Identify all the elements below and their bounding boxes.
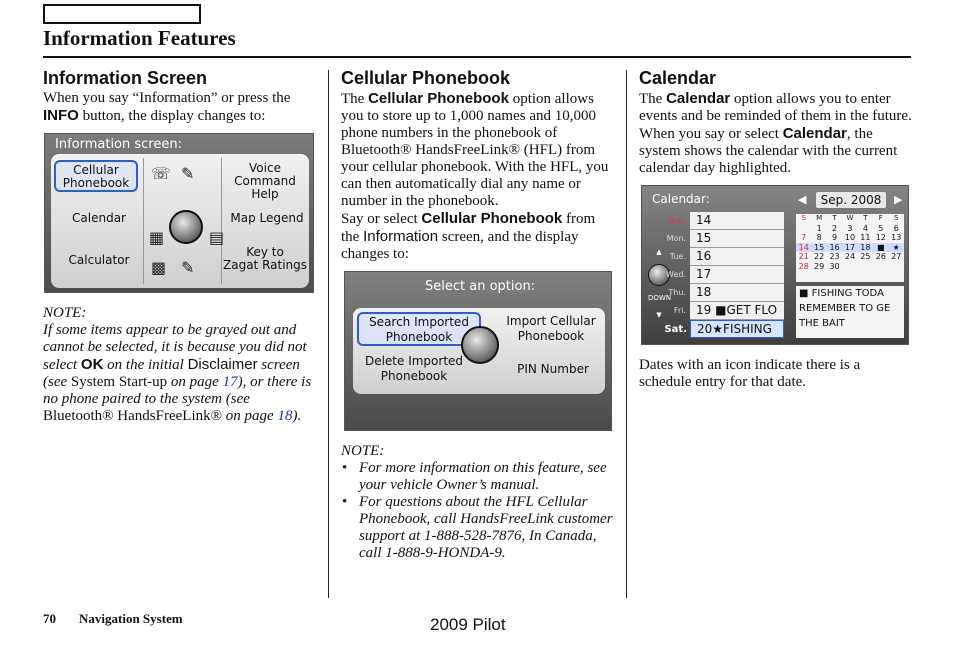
option-delete-imported-phonebook[interactable]: Delete Imported Phonebook bbox=[364, 354, 464, 383]
calendar-screen-figure bbox=[641, 185, 909, 345]
prev-month-icon[interactable]: ◀ bbox=[798, 193, 807, 206]
memo-line: THE BAIT bbox=[799, 318, 845, 329]
grid-cell[interactable] bbox=[796, 224, 811, 234]
weekday-label: Thu. bbox=[668, 288, 686, 297]
text: The bbox=[639, 91, 667, 107]
grid-cell[interactable]: 22 bbox=[814, 252, 825, 261]
grid-week-row bbox=[796, 252, 904, 262]
memo-line bbox=[799, 286, 904, 301]
header-tab-box bbox=[43, 4, 201, 24]
grid-cell[interactable]: 26 bbox=[875, 252, 886, 261]
text: The bbox=[341, 91, 369, 107]
day-row[interactable] bbox=[666, 266, 784, 284]
text: , the system shows the calendar with the current calendar day highlighted. bbox=[639, 126, 898, 176]
information-label: Information bbox=[363, 228, 439, 245]
grid-cell[interactable]: 30 bbox=[829, 261, 840, 271]
grid-cell[interactable] bbox=[873, 262, 888, 272]
grid-cell[interactable] bbox=[842, 262, 857, 272]
disclaimer-label: Disclaimer bbox=[187, 356, 258, 373]
text: ). bbox=[292, 408, 302, 424]
text: on page bbox=[167, 374, 223, 390]
text: on page bbox=[222, 408, 278, 424]
day-row[interactable] bbox=[666, 230, 784, 248]
month-grid bbox=[796, 214, 904, 282]
ref-bluetooth-hfl: Bluetooth® HandsFreeLink® bbox=[43, 408, 223, 424]
grid-cell[interactable] bbox=[858, 262, 873, 272]
grid-cell[interactable]: 1 bbox=[816, 223, 822, 233]
day-number: 18 bbox=[696, 285, 712, 299]
footer-navigation-system: Navigation System bbox=[79, 611, 183, 626]
page-18-link[interactable]: 18 bbox=[277, 408, 293, 424]
text: Say or select bbox=[341, 211, 422, 227]
grid-cell[interactable]: ■ bbox=[873, 243, 888, 253]
schedule-star-icon: ★ bbox=[712, 322, 724, 336]
menu-item-calendar[interactable]: Calendar bbox=[72, 211, 126, 225]
grid-cell[interactable]: 29 bbox=[814, 261, 825, 271]
note-title: NOTE: bbox=[43, 305, 87, 321]
schedule-memo bbox=[796, 286, 904, 338]
text: ), or there is no phone paired to the system (see bbox=[43, 374, 312, 407]
schedule-icon: ■ bbox=[715, 303, 727, 317]
memo-line: REMEMBER TO GE bbox=[799, 303, 891, 314]
day-row[interactable] bbox=[673, 302, 784, 320]
cellular-phonebook-label: Cellular Phonebook bbox=[368, 90, 509, 107]
select-option-screen-figure bbox=[344, 271, 612, 431]
grid-cell[interactable]: 17 bbox=[842, 243, 857, 253]
paragraph-phonebook-select bbox=[341, 210, 616, 263]
grid-cell[interactable]: 15 bbox=[811, 243, 826, 253]
grid-cell[interactable]: 27 bbox=[891, 252, 902, 261]
zagat-icon: ✎ bbox=[181, 258, 195, 277]
weekday-label: Mon. bbox=[666, 234, 686, 243]
weekday-label: Tue. bbox=[669, 252, 686, 261]
text: When you say “Information” or press the bbox=[43, 90, 291, 106]
option-import-cellular-phonebook[interactable]: Import Cellular Phonebook bbox=[506, 314, 596, 343]
text: screen (see bbox=[43, 357, 300, 390]
text: on the initial bbox=[103, 357, 188, 373]
interface-dial-icon bbox=[169, 210, 203, 244]
grid-cell[interactable]: 8 bbox=[816, 233, 822, 242]
grid-cell[interactable]: ★ bbox=[889, 243, 904, 253]
ref-system-startup: System Start-up bbox=[70, 374, 168, 390]
day-row[interactable] bbox=[668, 284, 784, 302]
column-calendar bbox=[639, 68, 914, 391]
month-selector[interactable]: Sep. 2008 bbox=[816, 192, 886, 208]
day-row[interactable] bbox=[668, 212, 784, 230]
grid-cell[interactable]: 6 bbox=[893, 223, 899, 233]
month-table bbox=[796, 214, 904, 271]
note-info-screen bbox=[43, 322, 319, 425]
grid-cell[interactable]: 10 bbox=[844, 233, 856, 242]
info-button-label: INFO bbox=[43, 107, 79, 124]
menu-item-cellular-phonebook[interactable]: Cellular Phonebook bbox=[54, 160, 138, 192]
grid-cell[interactable]: 5 bbox=[878, 223, 884, 233]
weekday-label: Wed. bbox=[666, 270, 686, 279]
grid-cell[interactable]: 25 bbox=[860, 252, 871, 261]
text: If some items appear to be grayed out and cannot be selected, it is because you did not select bbox=[43, 322, 307, 373]
day-list bbox=[664, 212, 784, 338]
voice-help-icon: ✎ bbox=[181, 164, 195, 183]
grid-head: T bbox=[863, 214, 868, 222]
next-month-icon[interactable]: ▶ bbox=[894, 193, 903, 206]
menu-item-voice-command-help[interactable]: Voice Command Help bbox=[234, 161, 296, 201]
note-item: • For questions about the HFL Cellular Phonebook, call HandsFreeLink customer support at 1-888-528-7876, In Canada, call 1-888-9-HONDA-9. bbox=[341, 494, 616, 562]
grid-cell[interactable]: 4 bbox=[862, 223, 868, 233]
grid-cell[interactable]: 23 bbox=[829, 252, 840, 261]
panel-divider-right bbox=[221, 158, 222, 284]
grid-cell[interactable]: 2 bbox=[832, 223, 838, 233]
opt-screen-panel bbox=[353, 308, 605, 394]
option-pin-number[interactable]: PIN Number bbox=[517, 362, 589, 376]
map-legend-icon: ▤ bbox=[209, 228, 225, 247]
day-number: 15 bbox=[696, 231, 712, 245]
entry-text: FISHING bbox=[723, 322, 772, 336]
calendar-label: Calendar bbox=[666, 90, 731, 107]
grid-cell[interactable]: 28 bbox=[798, 261, 809, 271]
header-rule bbox=[43, 56, 911, 58]
column-divider-2 bbox=[626, 70, 627, 598]
page-number: 70 bbox=[43, 611, 56, 626]
phonebook-icon: ☏ bbox=[151, 164, 172, 183]
entry-text: GET FLO bbox=[726, 303, 778, 317]
menu-item-calculator[interactable]: Calculator bbox=[68, 253, 130, 267]
grid-week-row-selected bbox=[796, 243, 904, 253]
interface-dial-icon bbox=[461, 326, 499, 364]
weekday-label: Sun. bbox=[668, 216, 686, 225]
paragraph-calendar-intro bbox=[639, 90, 914, 177]
grid-head: M bbox=[816, 214, 823, 222]
grid-cell[interactable]: 12 bbox=[875, 233, 886, 242]
down-label: DOWN ▼ bbox=[648, 294, 672, 319]
grid-cell[interactable]: 14 bbox=[796, 243, 811, 253]
calendar-icon: ▦ bbox=[149, 228, 165, 247]
info-screen-title: Information screen: bbox=[55, 137, 182, 152]
text: button, the display changes to: bbox=[78, 108, 266, 124]
text: screen, and the display changes to: bbox=[341, 229, 579, 262]
grid-head: W bbox=[846, 214, 854, 222]
note-title: NOTE: bbox=[341, 443, 385, 459]
calculator-icon: ▩ bbox=[151, 258, 167, 277]
cal-screen-title: Calendar: bbox=[652, 192, 710, 206]
grid-cell[interactable]: 7 bbox=[801, 233, 807, 242]
panel-divider-left bbox=[143, 158, 144, 284]
menu-item-zagat-ratings[interactable]: Key to Zagat Ratings bbox=[223, 245, 308, 272]
day-number: 20 bbox=[697, 322, 713, 336]
paragraph-info-intro bbox=[43, 90, 319, 125]
column-information-screen bbox=[43, 68, 319, 425]
column-cellular-phonebook bbox=[341, 68, 616, 562]
note-item: • For more information on this feature, see your vehicle Owner’s manual. bbox=[341, 460, 616, 494]
grid-cell[interactable]: 11 bbox=[860, 233, 871, 242]
option-search-imported-phonebook[interactable]: Search Imported Phonebook bbox=[357, 312, 481, 346]
day-row-selected[interactable] bbox=[664, 320, 784, 338]
weekday-label: Fri. bbox=[673, 306, 686, 315]
info-screen-panel bbox=[51, 154, 309, 288]
menu-item-map-legend[interactable]: Map Legend bbox=[230, 211, 304, 225]
opt-screen-title: Select an option: bbox=[425, 279, 536, 294]
grid-cell[interactable]: 9 bbox=[832, 233, 838, 242]
day-number: 14 bbox=[696, 213, 712, 227]
paragraph-phonebook-intro bbox=[341, 90, 616, 210]
text: option allows you to store up to 1,000 names and 10,000 phone numbers in the phonebook of Bluetooth® HandsFreeLink® (HFL) from your cellular phonebook. With the HFL, you can then automatically dial any name or number in the phonebook. bbox=[341, 91, 609, 209]
grid-head: F bbox=[878, 214, 883, 222]
grid-cell[interactable]: 3 bbox=[847, 223, 853, 233]
down-text: DOWN bbox=[648, 294, 672, 302]
up-label: ▲ bbox=[648, 244, 670, 278]
calendar-label: Calendar bbox=[782, 125, 847, 142]
day-number: 17 bbox=[696, 267, 712, 281]
heading-cellular-phonebook: Cellular Phonebook bbox=[341, 68, 511, 88]
column-divider-1 bbox=[328, 70, 329, 598]
cellular-phonebook-label: Cellular Phonebook bbox=[421, 210, 563, 227]
day-number: 16 bbox=[696, 249, 712, 263]
memo-icon: ■ bbox=[799, 288, 812, 299]
footer-model: 2009 Pilot bbox=[430, 615, 506, 634]
heading-calendar: Calendar bbox=[639, 68, 717, 88]
grid-cell[interactable]: 21 bbox=[798, 252, 809, 261]
day-row[interactable] bbox=[669, 248, 784, 266]
grid-head: T bbox=[832, 214, 837, 222]
grid-week-row bbox=[796, 224, 904, 234]
page-17-link[interactable]: 17 bbox=[222, 374, 238, 390]
grid-head: S bbox=[894, 214, 899, 222]
grid-cell[interactable] bbox=[889, 262, 904, 272]
grid-cell[interactable]: 18 bbox=[858, 243, 873, 253]
memo-text: FISHING TODA bbox=[811, 288, 884, 299]
text: from the bbox=[341, 211, 596, 245]
section-title: Information Features bbox=[43, 26, 236, 50]
grid-cell[interactable]: 16 bbox=[827, 243, 842, 253]
grid-head: S bbox=[801, 214, 806, 222]
heading-information-screen: Information Screen bbox=[43, 68, 208, 88]
phonebook-notes-list bbox=[341, 460, 616, 562]
grid-cell[interactable]: 13 bbox=[891, 233, 902, 242]
grid-cell[interactable]: 24 bbox=[844, 252, 856, 261]
day-number: 19 bbox=[696, 303, 712, 317]
weekday-label: Sat. bbox=[664, 324, 687, 335]
information-screen-figure bbox=[44, 133, 314, 293]
grid-header-row bbox=[796, 214, 904, 224]
paragraph-calendar-icons: Dates with an icon indicate there is a schedule entry for that date. bbox=[639, 357, 861, 390]
grid-week-row bbox=[796, 262, 904, 272]
grid-week-row bbox=[796, 233, 904, 243]
text: option allows you to enter events and be reminded of them in the future. When you say or select bbox=[639, 91, 912, 142]
ok-label: OK bbox=[80, 356, 104, 373]
